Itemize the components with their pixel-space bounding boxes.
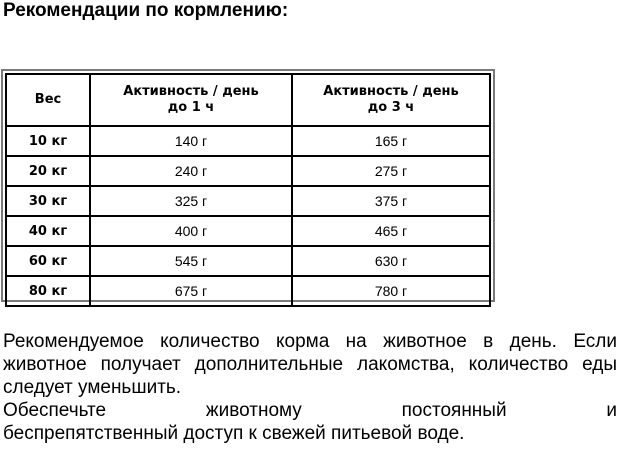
notes-paragraph-2-line-2: беспрепятственный доступ к свежей питьевой воде. (3, 423, 465, 444)
cell-activity-1h: 400 г (90, 216, 292, 246)
header-activity-1h-line2: до 1 ч (167, 100, 215, 115)
table-row (6, 246, 490, 276)
cell-weight: 20 кг (6, 156, 90, 186)
cell-weight: 40 кг (6, 216, 90, 246)
header-activity-1h (90, 74, 292, 126)
cell-activity-1h: 140 г (90, 126, 292, 156)
feeding-notes (3, 330, 617, 445)
cell-activity-3h: 375 г (292, 186, 490, 216)
table-row (6, 126, 490, 156)
header-activity-1h-line1: Активность / день (123, 84, 259, 99)
header-activity-3h-line1: Активность / день (323, 84, 459, 99)
cell-weight: 60 кг (6, 246, 90, 276)
cell-activity-3h: 465 г (292, 216, 490, 246)
notes-paragraph-2-line-1: Обеспечьте животному постоянный и (3, 400, 617, 421)
cell-activity-3h: 630 г (292, 246, 490, 276)
header-weight-label: Вес (34, 92, 62, 107)
cell-weight: 30 кг (6, 186, 90, 216)
cell-weight: 80 кг (6, 276, 90, 306)
feeding-table (5, 73, 491, 307)
cell-activity-3h: 780 г (292, 276, 490, 306)
page-heading: Рекомендации по кормлению: (3, 0, 289, 21)
table-row (6, 216, 490, 246)
header-activity-3h (292, 74, 490, 126)
cell-activity-3h: 275 г (292, 156, 490, 186)
table-row (6, 156, 490, 186)
notes-paragraph-1: Рекомендуемое количество корма на животное в день. Если животное получает дополнительные лакомства, количество еды следует уменьшить. (3, 331, 617, 398)
cell-activity-1h: 675 г (90, 276, 292, 306)
table-header-row (6, 74, 490, 126)
header-weight (6, 74, 90, 126)
cell-activity-1h: 325 г (90, 186, 292, 216)
table-row (6, 276, 490, 306)
table-row (6, 186, 490, 216)
header-activity-3h-line2: до 3 ч (367, 100, 415, 115)
cell-weight: 10 кг (6, 126, 90, 156)
cell-activity-1h: 545 г (90, 246, 292, 276)
feeding-table-frame (1, 69, 495, 302)
cell-activity-3h: 165 г (292, 126, 490, 156)
cell-activity-1h: 240 г (90, 156, 292, 186)
